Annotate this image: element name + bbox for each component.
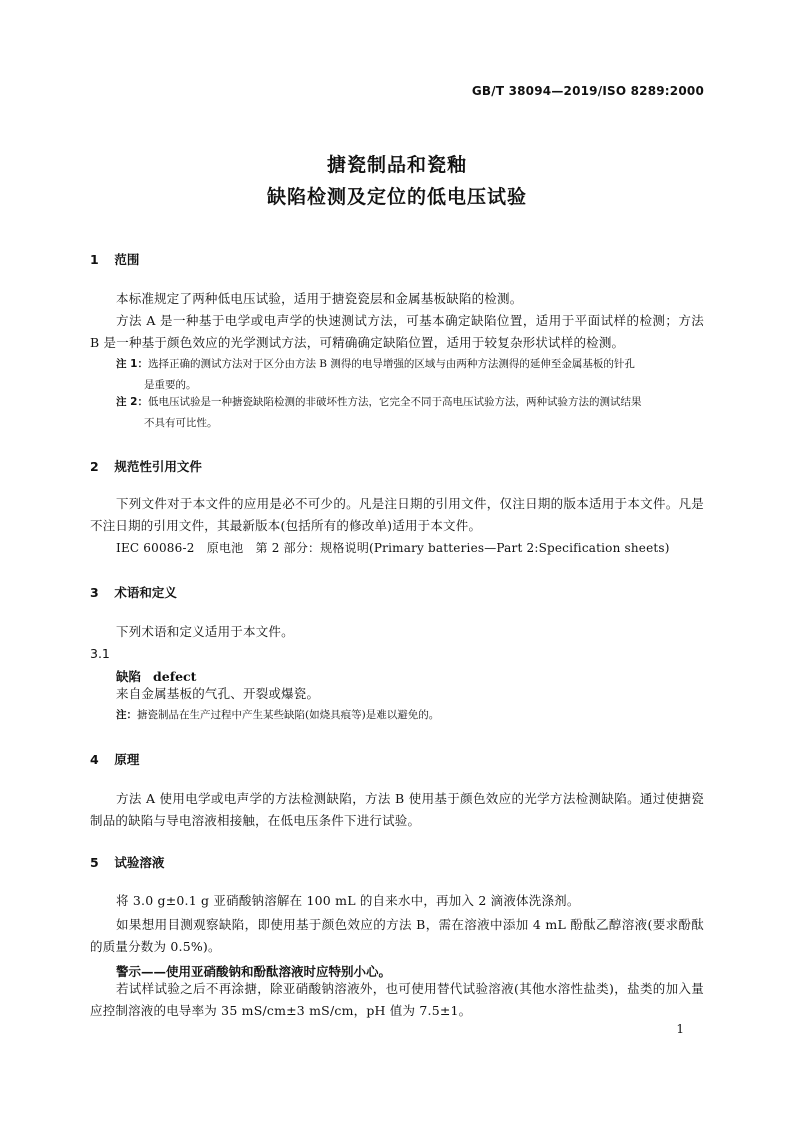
section-5-heading [90, 853, 164, 871]
section-3-heading [90, 583, 177, 601]
section-1-note-1 [116, 354, 706, 396]
section-2-heading [90, 457, 202, 475]
section-4-number: 4 [90, 752, 99, 767]
note-2-label: 注 2： [116, 396, 148, 408]
section-3-number: 3 [90, 585, 99, 600]
section-2-title: 规范性引用文件 [114, 459, 202, 474]
term-definition: 来自金属基板的气孔、开裂或爆瓷。 [116, 686, 320, 701]
subclause-3-1-number: 3.1 [90, 646, 110, 661]
section-1-heading [90, 250, 139, 268]
note-2-text-b: 不具有可比性。 [144, 417, 218, 429]
section-3-note-text: 搪瓷制品在生产过程中产生某些缺陷(如烧具痕等)是难以避免的。 [137, 709, 440, 721]
page-number: 1 [676, 1022, 684, 1036]
term-english: defect [153, 669, 197, 684]
section-5-paragraph-1: 将 3.0 g±0.1 g 亚硝酸钠溶解在 100 mL 的自来水中，再加入 2 滴液体洗涤剂。 [116, 893, 580, 908]
standard-code: GB/T 38094—2019/ISO 8289:2000 [471, 84, 704, 98]
note-1-text-b: 是重要的。 [144, 379, 197, 391]
section-5-title: 试验溶液 [114, 855, 165, 870]
note-1-text-a: 选择正确的测试方法对于区分由方法 B 测得的电导增强的区域与由两种方法测得的延伸至金属基板的针孔 [147, 358, 635, 370]
section-4-title: 原理 [114, 752, 140, 767]
title-line-1: 搪瓷制品和瓷釉 [326, 154, 467, 176]
section-1-number: 1 [90, 252, 99, 267]
section-4-heading [90, 750, 139, 768]
section-1-paragraph-1: 本标准规定了两种低电压试验，适用于搪瓷瓷层和金属基板缺陷的检测。 [116, 291, 523, 306]
section-1-note-2 [116, 392, 706, 434]
note-2-text-a: 低电压试验是一种搪瓷缺陷检测的非破坏性方法，它完全不同于高电压试验方法，两种试验方法的测试结果 [147, 396, 642, 408]
section-2-paragraph-1: 下列文件对于本文件的应用是必不可少的。凡是注日期的引用文件，仅注日期的版本适用于本文件。凡是不注日期的引用文件，其最新版本(包括所有的修改单)适用于本文件。 [90, 496, 704, 533]
section-2-number: 2 [90, 459, 99, 474]
section-5-number: 5 [90, 855, 99, 870]
section-3-title: 术语和定义 [114, 585, 177, 600]
section-3-note-label: 注： [116, 709, 137, 721]
section-2-reference-1: IEC 60086-2 原电池 第 2 部分：规格说明(Primary batteries—Part 2:Specification sheets) [116, 541, 670, 555]
section-3-note [116, 705, 706, 726]
section-5-paragraph-3: 若试样试验之后不再涂搪，除亚硝酸钠溶液外，也可使用替代试验溶液(其他水溶性盐类)，盐类的加入量应控制溶液的电导率为 35 mS/cm±3 mS/cm，pH 值为 7.5±1。 [90, 981, 704, 1018]
section-4-paragraph-1: 方法 A 使用电学或电声学的方法检测缺陷，方法 B 使用基于颜色效应的光学方法检测缺陷。通过使搪瓷制品的缺陷与导电溶液相接触，在低电压条件下进行试验。 [90, 791, 704, 828]
term-chinese: 缺陷 [116, 669, 142, 684]
section-5-paragraph-2: 如果想用目测观察缺陷，即使用基于颜色效应的方法 B，需在溶液中添加 4 mL 酚酞乙醇溶液(要求酚酞的质量分数为 0.5%)。 [90, 917, 704, 954]
section-1-paragraph-2: 方法 A 是一种基于电学或电声学的快速测试方法，可基本确定缺陷位置，适用于平面试样的检测；方法 B 是一种基于颜色效应的光学测试方法，可精确确定缺陷位置，适用于较复杂形状试样的检测。 [90, 313, 704, 350]
note-1-label: 注 1： [116, 358, 148, 370]
section-3-paragraph-1: 下列术语和定义适用于本文件。 [116, 624, 294, 639]
warning-text: 警示——使用亚硝酸钠和酚酞溶液时应特别小心。 [116, 964, 392, 979]
section-1-title: 范围 [114, 252, 140, 267]
title-line-2: 缺陷检测及定位的低电压试验 [266, 186, 527, 208]
